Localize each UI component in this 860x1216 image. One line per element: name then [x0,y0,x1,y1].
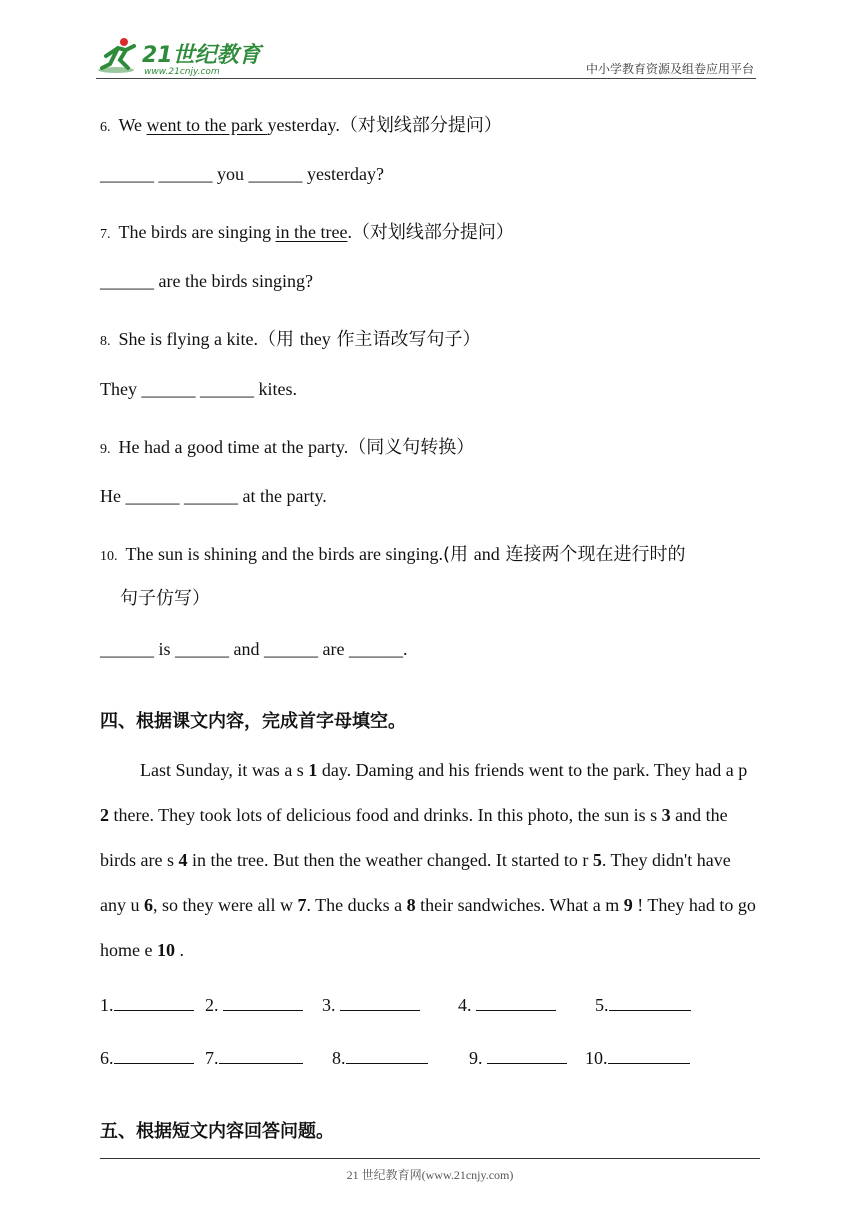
site-logo [96,34,266,80]
q7-text-pre: The birds are singing [118,222,276,242]
q10-text: The sun is shining and the birds are singing. [125,544,443,564]
q6-text-pre: We [118,115,147,135]
answer-blank-5[interactable]: 5. [595,995,691,1016]
q8-number: 8. [100,334,111,349]
logo-text: 21世纪教育 [142,43,261,68]
platform-title: 中小学教育资源及组卷应用平台 [585,62,754,76]
q10-note-continued: 句子仿写） [120,588,210,609]
q10-note-b: and [473,544,500,564]
q10-note-c: 连接两个现在进行时的 [499,544,686,565]
q10-answer-line: ______ is ______ and ______ are ______. [100,639,408,659]
header-divider [96,78,756,79]
answer-blank-2[interactable]: 2. [205,995,303,1016]
answer-blank-6[interactable]: 6. [100,1048,194,1069]
q6-note: （对划线部分提问） [339,115,502,136]
answer-blank-7[interactable]: 7. [205,1048,303,1069]
runner-logo-icon [96,34,266,80]
q9-answer-line: He ______ ______ at the party. [100,486,327,506]
question-6 [100,111,780,137]
q8-note-a: （用 [257,329,300,350]
q9-text: He had a good time at the party. [118,437,349,457]
q8-note-b: they [299,329,331,349]
q9-number: 9. [100,442,111,457]
answer-blank-3[interactable]: 3. [322,995,420,1016]
q8-text: She is flying a kite. [118,329,258,349]
q7-note: （对划线部分提问） [351,222,514,243]
question-7 [100,218,780,244]
q8-answer-line: They ______ ______ kites. [100,379,297,399]
answer-blank-8[interactable]: 8. [332,1048,428,1069]
q6-underlined: went to the park [146,115,268,135]
section-4-passage: Last Sunday, it was a s 1 day. Daming and his friends went to the park. They had a p 2 there. They took lots of delicious food and drinks. In this photo, the sun is s 3 and the birds are s 4 in the tree. But then the weather changed. It started to r 5. They didn't have any u 6, so they were all w 7. The ducks a 8 their sandwiches. What a m 9 ! They had to go home e 10 . [100,760,756,960]
q6-text-post: yesterday. [267,115,340,135]
answer-blank-10[interactable]: 10. [585,1048,690,1069]
answer-blank-1[interactable]: 1. [100,995,194,1016]
logo-url: www.21cnjy.com [144,67,220,77]
answer-blank-9[interactable]: 9. [469,1048,567,1069]
answer-blank-4[interactable]: 4. [458,995,556,1016]
footer-text: 21 世纪教育网(www.21cnjy.com) [346,1168,514,1182]
q10-number: 10. [100,549,118,564]
section-5-title: 五、根据短文内容回答问题。 [100,1121,334,1142]
q6-number: 6. [100,120,111,135]
question-8 [100,325,780,351]
q7-number: 7. [100,227,111,242]
q7-underlined: in the tree [275,222,348,242]
footer-divider [100,1158,760,1159]
q7-text-post: . [347,222,352,242]
q10-note-a: (用 [442,544,474,565]
section-4-title: 四、根据课文内容，完成首字母填空。 [100,711,406,732]
q9-note: （同义句转换） [348,437,475,458]
q7-answer-line: ______ are the birds singing? [100,271,313,291]
q6-answer-line: ______ ______ you ______ yesterday? [100,164,384,184]
q8-note-c: 作主语改写句子） [330,329,481,350]
question-10 [100,540,780,566]
question-9 [100,433,780,459]
